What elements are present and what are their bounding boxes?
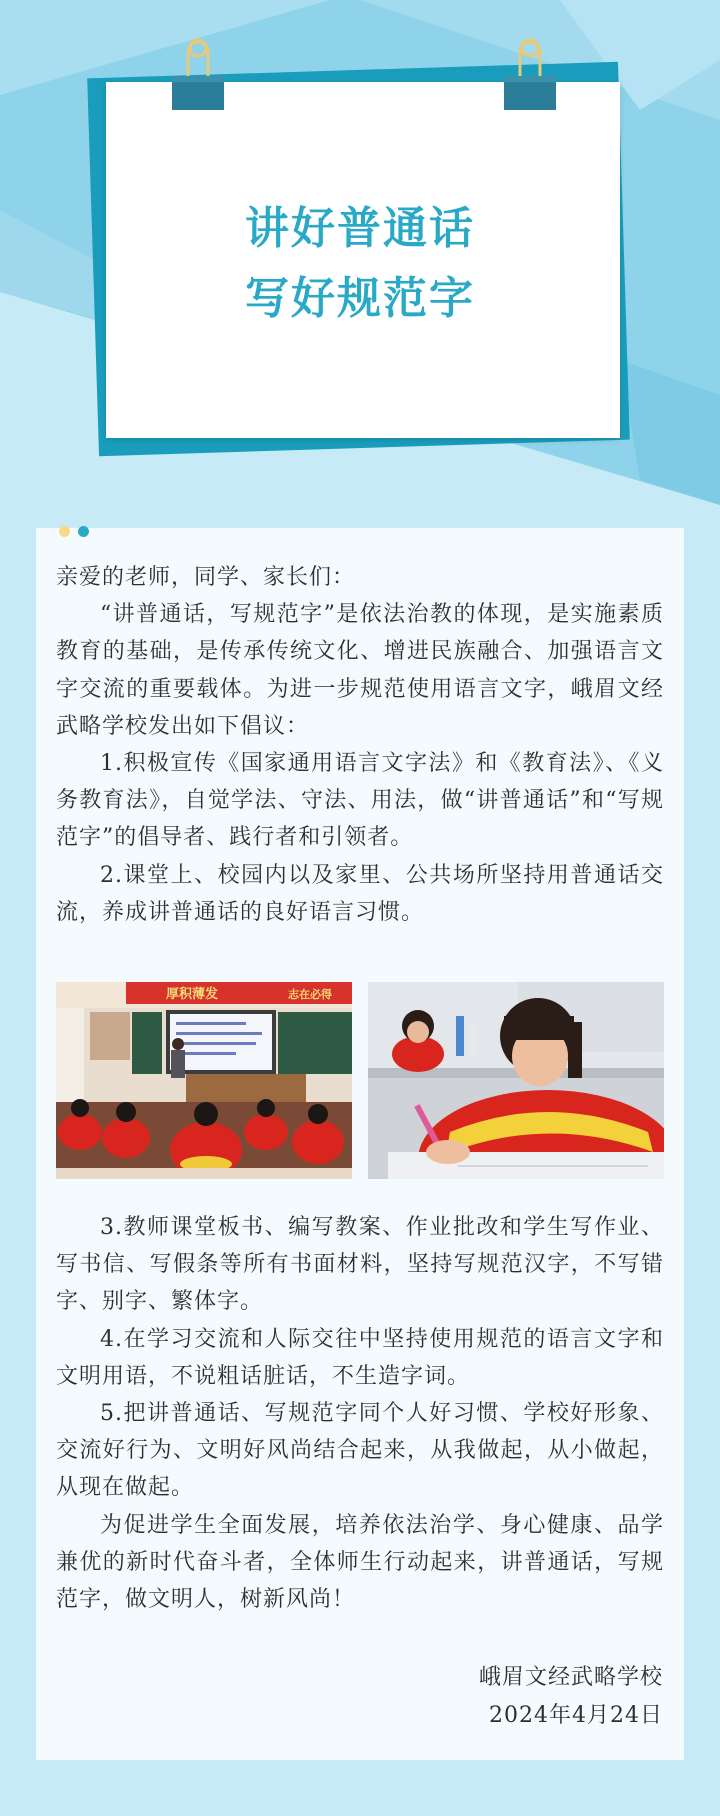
letter-closing: 为促进学生全面发展，培养依法治学、身心健康、品学兼优的新时代奋斗者，全体师生行动起来，讲普通话，写规范字，做文明人，树新风尚！ bbox=[56, 1512, 664, 1613]
letter-greeting: 亲爱的老师，同学、家长们： bbox=[56, 565, 356, 590]
classroom-photo bbox=[56, 982, 352, 1179]
title-line-1: 讲好普通话 bbox=[245, 203, 475, 254]
classroom-banner-text: 厚积薄发 bbox=[166, 987, 219, 1002]
binder-clip-icon bbox=[502, 34, 558, 114]
proposal-item: 1.积极宣传《国家通用语言文字法》和《教育法》、《义务教育法》，自觉学法、守法、用法，做“讲普通话”和“写规范字”的倡导者、践行者和引领者。 bbox=[56, 751, 664, 851]
proposal-item: 3.教师课堂板书、编写教案、作业批改和学生写作业、写书信、写假条等所有书面材料，坚持写规范汉字，不写错字、别字、繁体字。 bbox=[56, 1215, 664, 1315]
binder-clip-icon bbox=[170, 34, 226, 114]
proposal-item: 4.在学习交流和人际交往中坚持使用规范的语言文字和文明用语，不说粗话脏话，不生造字词。 bbox=[56, 1326, 664, 1389]
classroom-banner-text-right: 志在必得 bbox=[288, 988, 332, 1001]
uniform-text: ELITE bbox=[551, 1116, 593, 1136]
title-line-2: 写好规范字 bbox=[245, 273, 475, 324]
letter-body-top bbox=[56, 559, 664, 931]
decor-dot-blue bbox=[78, 526, 89, 537]
letter-intro: “讲普通话，写规范字”是依法治教的体现，是实施素质教育的基础，是传承传统文化、增进民族融合、加强语言文字交流的重要载体。为进一步规范使用语言文字，峨眉文经武略学校发出如下倡议： bbox=[56, 602, 664, 739]
proposal-item: 2.课堂上、校园内以及家里、公共场所坚持用普通话交流，养成讲普通话的良好语言习惯。 bbox=[56, 862, 664, 925]
letter-body-bottom bbox=[56, 1209, 664, 1618]
signature-school: 峨眉文经武略学校 bbox=[478, 1665, 663, 1690]
proposal-item: 5.把讲普通话、写规范字同个人好习惯、学校好形象、交流好行为、文明好风尚结合起来，从我做起，从小做起，从现在做起。 bbox=[56, 1401, 664, 1501]
title-card bbox=[106, 82, 620, 438]
decor-dot-yellow bbox=[59, 526, 70, 537]
signature-date: 2024年4月24日 bbox=[489, 1703, 663, 1728]
student-writing-photo bbox=[368, 982, 664, 1179]
